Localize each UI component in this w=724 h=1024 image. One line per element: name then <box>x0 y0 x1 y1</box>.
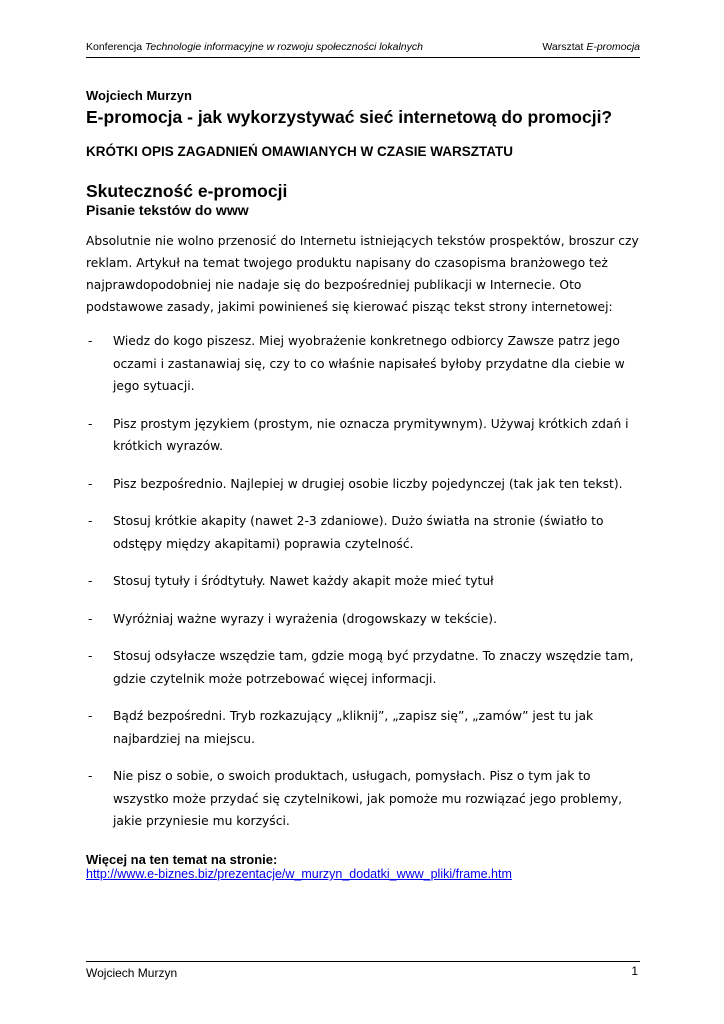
section-title: Skuteczność e-promocji <box>86 181 288 201</box>
header-divider <box>86 57 640 58</box>
bullet-marker: - <box>88 769 93 783</box>
more-info-link[interactable]: http://www.e-biznes.biz/prezentacje/w_murzyn_dodatki_www_pliki/frame.htm <box>86 867 512 881</box>
list-item-text: Bądź bezpośredni. Tryb rozkazujący „kliknij”, „zapisz się”, „zamów” jest tu jak najbardziej na miejscu. <box>113 709 594 746</box>
author-name: Wojciech Murzyn <box>86 88 192 103</box>
list-item <box>86 330 642 398</box>
bullet-marker: - <box>88 611 93 626</box>
intro-paragraph: Absolutnie nie wolno przenosić do Internetu istniejących tekstów prospektów, broszur czy reklam. Artykuł na temat twojego produktu napisany do czasopisma branżowego też najprawdopodobniej nie nadaje się do bezpośredniej publikacji w Internecie. Oto podstawowe zasady, jakimi powinieneś się kierować pisząc tekst strony internetowej: <box>86 234 639 314</box>
header-workshop <box>542 41 640 53</box>
list-item <box>86 705 642 750</box>
header-workshop-title: E-promocja <box>586 41 640 53</box>
list-item-text: Wiedz do kogo piszesz. Miej wyobrażenie konkretnego odbiorcy Zawsze patrz jego oczami i zastanawiaj się, czy to co właśnie napisałeś byłoby przydatne dla ciebie w jego sytuacji. <box>113 334 625 393</box>
list-item-text: Wyróżniaj ważne wyrazy i wyrażenia (drogowskazy w tekście). <box>113 611 497 626</box>
header-conference-prefix: Konferencja <box>86 41 145 53</box>
list-item-text: Pisz prostym językiem (prostym, nie oznacza prymitywnym). Używaj krótkich zdań i krótkich wyrazów. <box>113 416 629 453</box>
page-number: 1 <box>631 964 638 978</box>
more-info-label: Więcej na ten temat na stronie: <box>86 852 278 867</box>
header-conference <box>86 41 423 53</box>
list-item-text: Stosuj odsyłacze wszędzie tam, gdzie mogą być przydatne. To znaczy wszędzie tam, gdzie czytelnik może potrzebować więcej informacji. <box>113 649 634 686</box>
bullet-marker: - <box>88 709 93 723</box>
header-conference-title: Technologie informacyjne w rozwoju społeczności lokalnych <box>144 41 423 53</box>
list-item-text: Pisz bezpośrednio. Najlepiej w drugiej osobie liczby pojedynczej (tak jak ten tekst). <box>113 476 623 491</box>
list-item <box>86 765 642 833</box>
document-title: E-promocja - jak wykorzystywać sieć internetową do promocji? <box>86 107 613 127</box>
bullet-marker: - <box>88 334 93 348</box>
rules-list <box>86 330 642 848</box>
subsection-title: Pisanie tekstów do www <box>86 202 249 218</box>
list-item <box>86 473 642 496</box>
header-workshop-prefix: Warsztat <box>542 41 587 53</box>
list-item-text: Nie pisz o sobie, o swoich produktach, usługach, pomysłach. Pisz o tym jak to wszystko może przydać się czytelnikowi, jak pomoże mu rozwiązać jego problemy, jakie przyniesie mu korzyści. <box>113 769 623 828</box>
list-item <box>86 413 642 458</box>
list-item-text: Stosuj krótkie akapity (nawet 2-3 zdaniowe). Dużo światła na stronie (światło to odstępy między akapitami) poprawia czytelność. <box>113 514 604 551</box>
list-item <box>86 570 642 593</box>
footer-divider <box>86 961 640 962</box>
list-item <box>86 645 642 690</box>
bullet-marker: - <box>88 476 93 491</box>
list-item <box>86 510 642 555</box>
bullet-marker: - <box>88 574 93 588</box>
list-item <box>86 608 642 631</box>
list-item-text: Stosuj tytuły i śródtytuły. Nawet każdy akapit może mieć tytuł <box>113 574 494 588</box>
bullet-marker: - <box>88 514 93 528</box>
document-subtitle: KRÓTKI OPIS ZAGADNIEŃ OMAWIANYCH W CZASIE WARSZTATU <box>86 144 513 159</box>
footer-author: Wojciech Murzyn <box>86 966 178 980</box>
bullet-marker: - <box>88 649 93 663</box>
bullet-marker: - <box>88 416 93 431</box>
